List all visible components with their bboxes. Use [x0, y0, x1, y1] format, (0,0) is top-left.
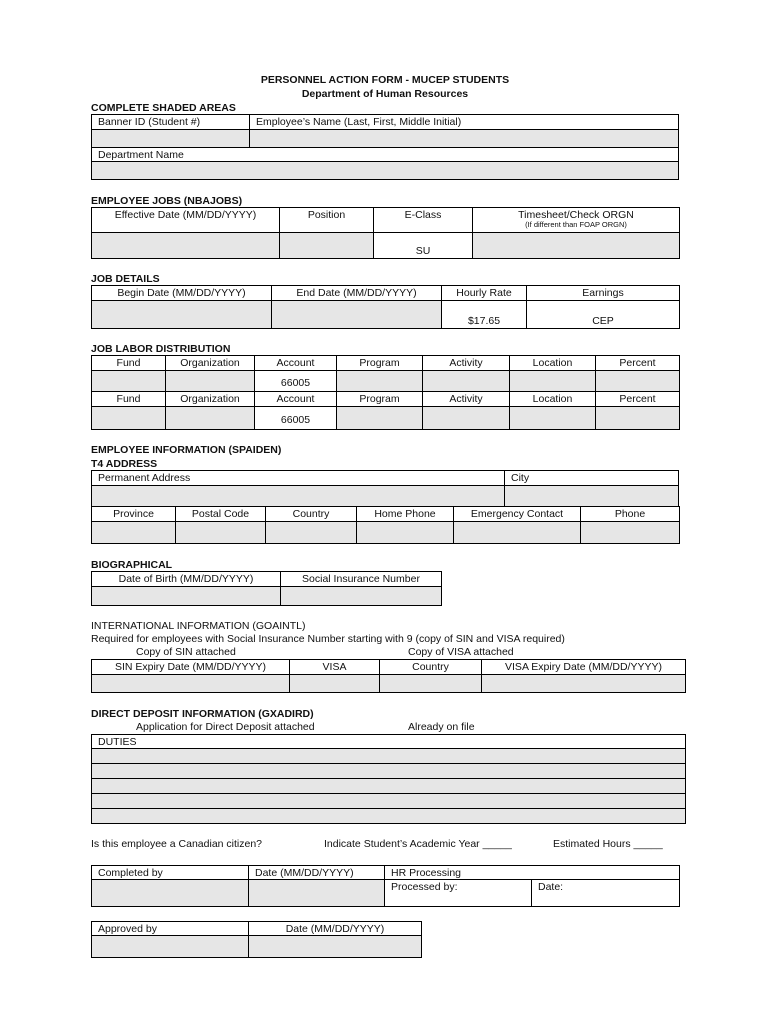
section-heading-shaded: COMPLETE SHADED AREAS: [91, 102, 236, 114]
hourly-rate-label: Hourly Rate: [441, 285, 527, 301]
timesheet-field[interactable]: [472, 232, 680, 259]
end-date-field[interactable]: [271, 300, 442, 329]
labor-col-percent-2: Percent: [595, 391, 680, 407]
labor-organization-field-2[interactable]: [165, 406, 255, 430]
labor-col-account: Account: [254, 355, 337, 371]
end-date-label: End Date (MM/DD/YYYY): [271, 285, 442, 301]
eclass-value: SU: [415, 245, 431, 257]
estimated-hours-question: Estimated Hours _____: [553, 838, 663, 850]
labor-col-activity-2: Activity: [422, 391, 510, 407]
banner-id-field[interactable]: [91, 129, 250, 148]
country-field[interactable]: [265, 521, 357, 544]
earnings-value: CEP: [592, 315, 614, 327]
duties-line-1[interactable]: [91, 748, 686, 764]
employee-name-label: Employee’s Name (Last, First, Middle Initial): [249, 114, 679, 130]
effective-date-field[interactable]: [91, 232, 280, 259]
emergency-contact-field[interactable]: [453, 521, 581, 544]
completed-by-field[interactable]: [91, 879, 249, 907]
home-phone-label: Home Phone: [356, 506, 454, 522]
labor-col-account-2: Account: [254, 391, 337, 407]
copy-sin-text: Copy of SIN attached: [136, 646, 236, 658]
postal-code-label: Postal Code: [175, 506, 266, 522]
section-heading-international: INTERNATIONAL INFORMATION (GOAINTL): [91, 620, 306, 632]
international-requirement: Required for employees with Social Insurance Number starting with 9 (copy of SIN and VISA required): [91, 633, 565, 645]
labor-fund-field-2[interactable]: [91, 406, 166, 430]
hr-processing-label: HR Processing: [391, 867, 462, 879]
copy-visa-text: Copy of VISA attached: [408, 646, 514, 658]
section-heading-biographical: BIOGRAPHICAL: [91, 559, 173, 571]
visa-label: VISA: [289, 659, 380, 675]
direct-deposit-already: Already on file: [408, 721, 475, 733]
city-label: City: [504, 470, 679, 486]
labor-organization-field[interactable]: [165, 370, 255, 392]
section-heading-jobs: EMPLOYEE JOBS (NBAJOBS): [91, 195, 243, 207]
labor-percent-field-2[interactable]: [595, 406, 680, 430]
labor-col-fund-2: Fund: [91, 391, 166, 407]
academic-year-question: Indicate Student’s Academic Year _____: [324, 838, 512, 850]
labor-location-field[interactable]: [509, 370, 596, 392]
position-field[interactable]: [279, 232, 374, 259]
effective-date-label: Effective Date (MM/DD/YYYY): [91, 207, 280, 233]
dob-field[interactable]: [91, 586, 281, 606]
approved-by-field[interactable]: [91, 935, 249, 958]
form-subtitle: Department of Human Resources: [301, 88, 469, 100]
department-label: Department Name: [91, 147, 679, 162]
citizen-question: Is this employee a Canadian citizen?: [91, 838, 263, 850]
timesheet-note: (If different than FOAP ORGN): [525, 220, 627, 229]
home-phone-field[interactable]: [356, 521, 454, 544]
section-heading-employee-info: EMPLOYEE INFORMATION (SPAIDEN): [91, 444, 282, 456]
department-field[interactable]: [91, 161, 679, 180]
city-field[interactable]: [504, 485, 679, 507]
labor-col-location: Location: [509, 355, 596, 371]
intl-country-label: Country: [379, 659, 482, 675]
sin-field[interactable]: [280, 586, 442, 606]
duties-line-5[interactable]: [91, 808, 686, 824]
begin-date-field[interactable]: [91, 300, 272, 329]
banner-id-label: Banner ID (Student #): [91, 114, 250, 130]
labor-col-program: Program: [336, 355, 423, 371]
eclass-label: E-Class: [373, 207, 473, 233]
completed-date-label: Date (MM/DD/YYYY): [248, 865, 385, 880]
section-heading-job-details: JOB DETAILS: [91, 273, 160, 285]
intl-country-field[interactable]: [379, 674, 482, 693]
earnings-label: Earnings: [526, 285, 680, 301]
labor-program-field[interactable]: [336, 370, 423, 392]
sin-expiry-field[interactable]: [91, 674, 290, 693]
processed-by-label: Processed by:: [391, 881, 458, 893]
sin-expiry-label: SIN Expiry Date (MM/DD/YYYY): [91, 659, 290, 675]
approved-date-label: Date (MM/DD/YYYY): [248, 921, 422, 936]
phone-label: Phone: [580, 506, 680, 522]
duties-line-3[interactable]: [91, 778, 686, 794]
timesheet-label-cell: [472, 207, 680, 233]
permanent-address-field[interactable]: [91, 485, 505, 507]
begin-date-label: Begin Date (MM/DD/YYYY): [91, 285, 272, 301]
labor-col-activity: Activity: [422, 355, 510, 371]
hourly-rate-value: $17.65: [467, 315, 501, 327]
approved-by-label: Approved by: [91, 921, 249, 936]
labor-fund-field[interactable]: [91, 370, 166, 392]
visa-field[interactable]: [289, 674, 380, 693]
dob-label: Date of Birth (MM/DD/YYYY): [91, 571, 281, 587]
duties-label: DUTIES: [91, 734, 686, 749]
permanent-address-label: Permanent Address: [91, 470, 505, 486]
completed-by-label: Completed by: [91, 865, 249, 880]
labor-col-location-2: Location: [509, 391, 596, 407]
labor-location-field-2[interactable]: [509, 406, 596, 430]
labor-activity-field-2[interactable]: [422, 406, 510, 430]
approved-date-field[interactable]: [248, 935, 422, 958]
labor-account-value: 66005: [280, 377, 311, 389]
completed-date-field[interactable]: [248, 879, 385, 907]
section-subheading-t4: T4 ADDRESS: [91, 458, 158, 470]
timesheet-label: Timesheet/Check ORGN: [518, 209, 634, 221]
duties-line-4[interactable]: [91, 793, 686, 809]
visa-expiry-label: VISA Expiry Date (MM/DD/YYYY): [481, 659, 686, 675]
position-label: Position: [279, 207, 374, 233]
province-field[interactable]: [91, 521, 176, 544]
labor-program-field-2[interactable]: [336, 406, 423, 430]
duties-line-2[interactable]: [91, 763, 686, 779]
labor-account-value-2: 66005: [280, 414, 311, 426]
labor-col-organization-2: Organization: [165, 391, 255, 407]
sin-label: Social Insurance Number: [280, 571, 442, 587]
labor-percent-field[interactable]: [595, 370, 680, 392]
phone-field[interactable]: [580, 521, 680, 544]
postal-code-field[interactable]: [175, 521, 266, 544]
visa-expiry-field[interactable]: [481, 674, 686, 693]
labor-activity-field[interactable]: [422, 370, 510, 392]
form-title: PERSONNEL ACTION FORM - MUCEP STUDENTS: [260, 74, 510, 86]
employee-name-field[interactable]: [249, 129, 679, 148]
section-heading-direct-deposit: DIRECT DEPOSIT INFORMATION (GXADIRD): [91, 708, 314, 720]
processed-date-label: Date:: [538, 881, 564, 893]
direct-deposit-application: Application for Direct Deposit attached: [136, 721, 315, 733]
labor-col-organization: Organization: [165, 355, 255, 371]
province-label: Province: [91, 506, 176, 522]
section-heading-labor: JOB LABOR DISTRIBUTION: [91, 343, 231, 355]
labor-col-fund: Fund: [91, 355, 166, 371]
labor-col-percent: Percent: [595, 355, 680, 371]
labor-col-program-2: Program: [336, 391, 423, 407]
labor-distribution-table: [91, 355, 680, 430]
country-label: Country: [265, 506, 357, 522]
emergency-contact-label: Emergency Contact: [453, 506, 581, 522]
